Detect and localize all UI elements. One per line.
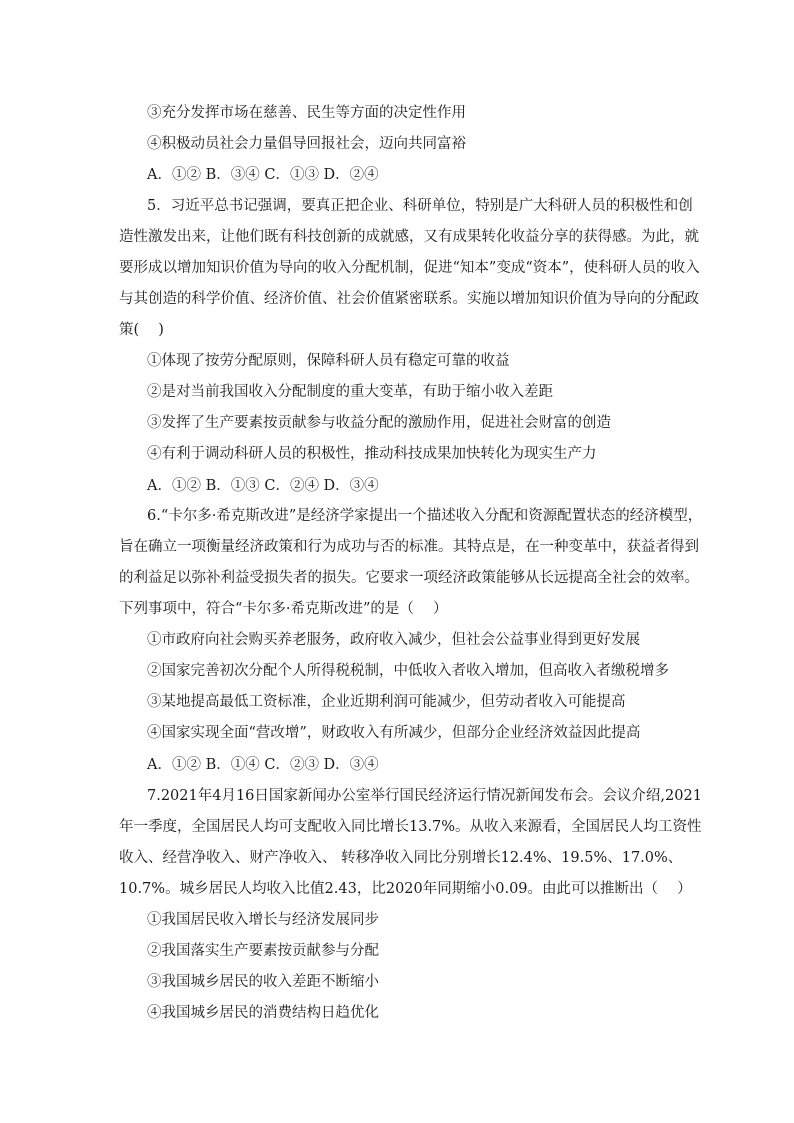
- q5-stem-line-2: 造性激发出来，让他们既有科技创新的成就感，又有成果转化收益分享的获得感。为此，就: [119, 229, 699, 245]
- q5-item-1: ①体现了按劳分配原则，保障科研人员有稳定可靠的收益: [147, 353, 510, 369]
- q6-item-4: ④国家实现全面“营改增”，财政收入有所减少，但部分企业经济效益因此提高: [147, 725, 641, 741]
- q5-item-2: ②是对当前我国收入分配制度的重大变革，有助于缩小收入差距: [147, 384, 553, 400]
- q7-item-1: ①我国居民收入增长与经济发展同步: [147, 912, 379, 928]
- q6-item-1: ①市政府向社会购买养老服务，政府收入减少，但社会公益事业得到更好发展: [147, 632, 640, 648]
- q5-stem-line-5: 策( ): [119, 322, 164, 338]
- q5-item-3: ③发挥了生产要素按贡献参与收益分配的激励作用，促进社会财富的创造: [147, 415, 611, 431]
- q5-stem-line-1: 5．习近平总书记强调，要真正把企业、科研单位，特别是广大科研人员的积极性和创: [147, 198, 693, 214]
- q5-item-4: ④有利于调动科研人员的积极性，推动科技成果加快转化为现实生产力: [147, 446, 597, 462]
- q5-stem-line-3: 要形成以增加知识价值为导向的收入分配机制，促进“知本”变成“资本”，使科研人员的收入: [119, 260, 700, 276]
- q7-stem-line-2: 年一季度，全国居民人均可支配收入同比增长13.7%。从收入来源看，全国居民人均工资性: [119, 819, 702, 835]
- q7-item-3: ③我国城乡居民的收入差距不断缩小: [147, 974, 379, 990]
- q7-item-4: ④我国城乡居民的消费结构日趋优化: [147, 1005, 379, 1021]
- q4-options: A．①② B．③④ C．①③ D．②④: [147, 167, 379, 183]
- q5-stem-line-4: 与其创造的科学价值、经济价值、社会价值紧密联系。实施以增加知识价值为导向的分配政: [119, 291, 699, 307]
- q6-stem-line-3: 的利益足以弥补利益受损失者的损失。它要求一项经济政策能够从长远提高全社会的效率。: [119, 570, 699, 586]
- q7-stem-line-1: 7.2021年4月16日国家新闻办公室举行国民经济运行情况新闻发布会。会议介绍,2021: [147, 788, 702, 804]
- q7-stem-line-3: 收入、经营净收入、财产净收入、 转移净收入同比分别增长12.4%、19.5%、17.0%、: [119, 850, 683, 866]
- q6-item-2: ②国家完善初次分配个人所得税税制，中低收入者收入增加，但高收入者缴税增多: [147, 663, 669, 679]
- q6-options: A．①② B．①④ C．②③ D．③④: [147, 757, 379, 773]
- q6-stem-line-2: 旨在确立一项衡量经济政策和行为成功与否的标准。其特点是，在一种变革中，获益者得到: [119, 539, 699, 555]
- q6-stem-line-4: 下列事项中，符合“卡尔多·希克斯改进”的是（ ）: [119, 601, 448, 617]
- q6-item-3: ③某地提高最低工资标准，企业近期利润可能减少，但劳动者收入可能提高: [147, 694, 626, 710]
- q4-item-3: ③充分发挥市场在慈善、民生等方面的决定性作用: [147, 105, 466, 121]
- q6-stem-line-1: 6.“卡尔多·希克斯改进”是经济学家提出一个描述收入分配和资源配置状态的经济模型，: [147, 508, 703, 524]
- q4-item-4: ④积极动员社会力量倡导回报社会，迈向共同富裕: [147, 136, 466, 152]
- q7-stem-line-4: 10.7%。城乡居民人均收入比值2.43，比2020年同期缩小0.09。由此可以推断出（ ）: [119, 881, 692, 897]
- q5-options: A．①② B．①③ C．②④ D．③④: [147, 478, 379, 494]
- q7-item-2: ②我国落实生产要素按贡献参与分配: [147, 943, 379, 959]
